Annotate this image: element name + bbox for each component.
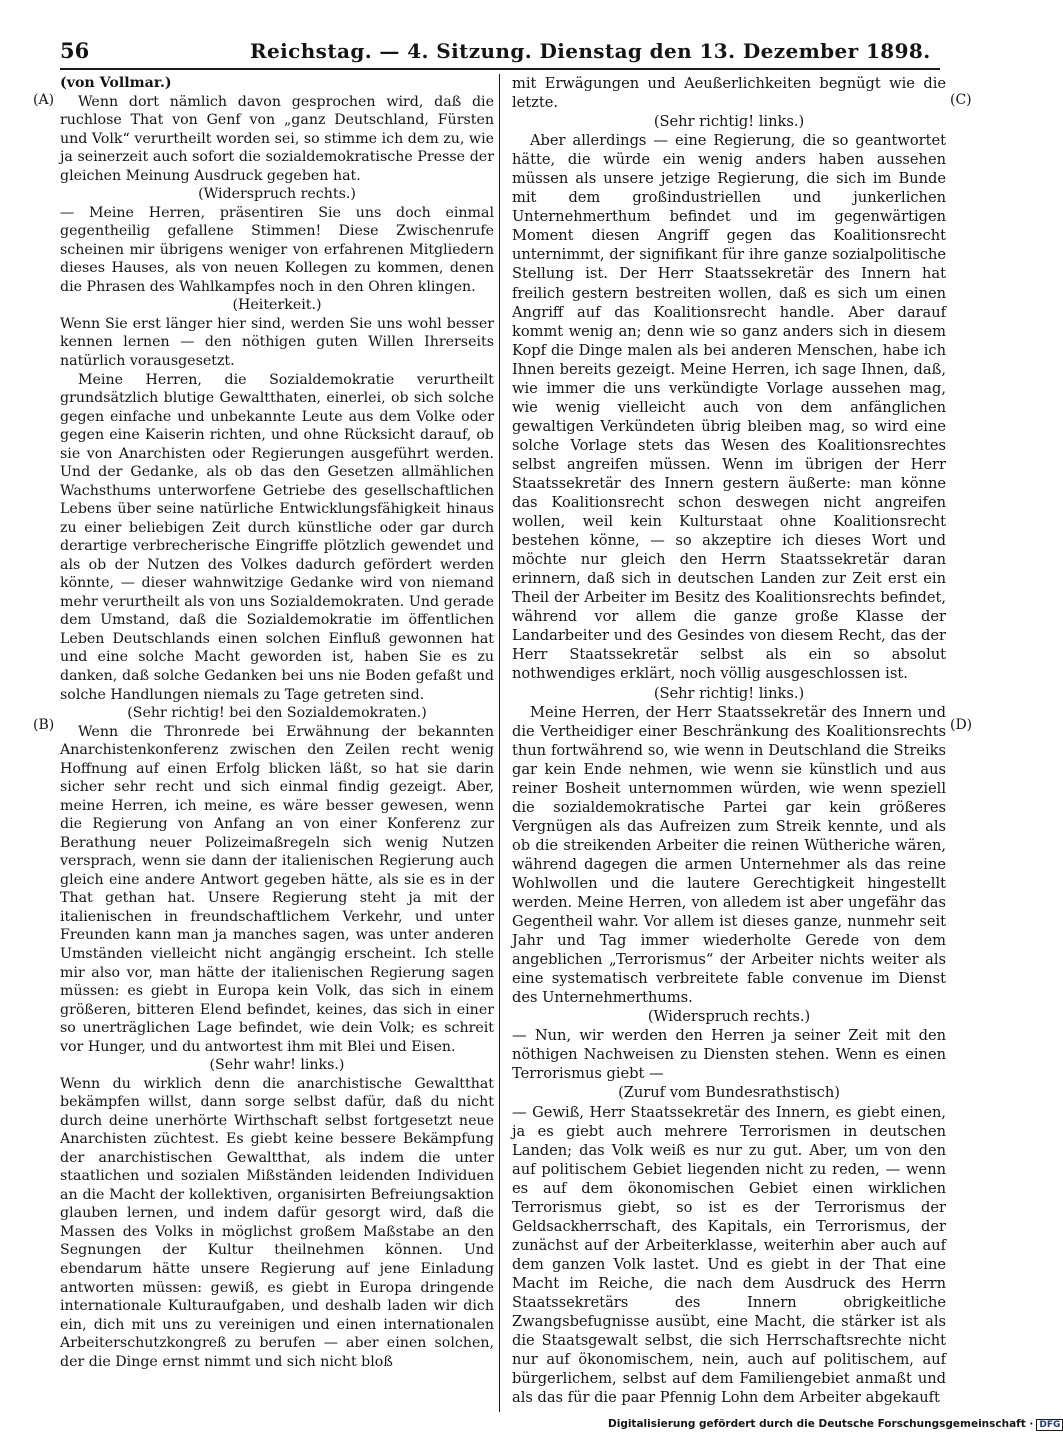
digitization-credit bbox=[608, 1418, 1061, 1432]
interjection: (Sehr richtig! links.) bbox=[653, 684, 805, 702]
interjection: (Sehr richtig! bei den Sozialdemokraten.) bbox=[127, 705, 427, 722]
header-rule bbox=[60, 68, 940, 70]
interjection: (Widerspruch rechts.) bbox=[647, 1008, 811, 1026]
margin-mark-d: (D) bbox=[950, 717, 973, 733]
page-header bbox=[60, 38, 940, 68]
left-column bbox=[60, 74, 494, 1371]
speaker-label: (von Vollmar.) bbox=[60, 75, 172, 91]
dfg-logo: DFG bbox=[1036, 1419, 1063, 1431]
interjection: (Zuruf vom Bundesrathstisch) bbox=[618, 1084, 840, 1102]
paragraph: Wenn Sie erst länger hier sind, werden Sie uns wohl besser kennen lernen — den nöthigen guten Willen Ihrerseits natürlich vorausgesetzt. bbox=[60, 315, 494, 369]
right-column bbox=[512, 74, 946, 1407]
credit-text: Digitalisierung gefördert durch die Deutsche Forschungsgemeinschaft · bbox=[608, 1418, 1034, 1430]
paragraph: — Meine Herren, präsentiren Sie uns doch einmal gegentheilig gefallene Stimmen! Diese Zwischenrufe scheinen mir übrigens weniger von erfahrenen Mitgliedern dieses Hauses, als von neuen Kollegen zu kommen, denen die Phrasen des Wahlkampfes noch in den Ohren klingen. bbox=[60, 204, 494, 295]
column-separator bbox=[499, 74, 500, 1412]
paragraph: mit Erwägungen und Aeußerlichkeiten begnügt wie die letzte. bbox=[512, 75, 946, 112]
running-title: Reichstag. — 4. Sitzung. Dienstag den 13. Dezember 1898. bbox=[250, 39, 931, 63]
paragraph: Meine Herren, die Sozialdemokratie verurtheilt grundsätzlich blutige Gewaltthaten, einerlei, ob sich solche gegen einfache und unbekannte Leute aus dem Volke oder gegen eine Kaiserin richten, und ohne Rücksicht darauf, ob sie von Anarchisten oder Regierungen ausgeführt werden. Und der Gedanke, als ob das den Gesetzen allmählichen Wachsthums unterworfene Getriebe des gesellschaftlichen Lebens über seine natürliche Entwicklungsfähigkeit hinaus zu einer beliebigen Zeit durch künstliche oder gar durch derartige verbrecherische Eingriffe plötzlich gewendet und als ob der Nutzen des Volkes dadurch gefördert werden könnte, — dieser wahnwitzige Gedanke wird von niemand mehr verurtheilt als von uns Sozialdemokraten. Und gerade dem Umstand, daß die Sozialdemokratie im öffentlichen Leben Deutschlands einen solchen Einfluß gewonnen hat und eine solche Macht geworden ist, haben Sie es zu danken, daß solche Gedanken bei uns nie Boden gefaßt und solche Handlungen niemals zu Tage getreten sind. bbox=[60, 371, 494, 703]
margin-mark-c: (C) bbox=[950, 92, 972, 108]
paragraph: — Nun, wir werden den Herren ja seiner Zeit mit den nöthigen Nachweisen zu Diensten stehen. Wenn es einen Terrorismus giebt — bbox=[512, 1027, 946, 1083]
paragraph: Meine Herren, der Herr Staatssekretär des Innern und die Vertheidiger einer Beschränkung des Koalitionsrechts thun fortwährend so, wie wenn in Deutschland die Streiks gar kein Ende nehmen, wie wenn sie künstlich und aus reiner Bosheit unternommen würden, wie wenn speziell die sozialdemokratische Partei gar kein größeres Vergnügen als das Aufreizen zum Streik kennte, und als ob die streikenden Arbeiter die reinen Wütheriche wären, während dagegen die armen Unternehmer als das reine Wohlwollen und die lautere Gerechtigkeit hingestellt werden. Meine Herren, von alledem ist aber ungefähr das Gegentheil wahr. Vor allem ist dieses ganze, nunmehr seit Jahr und Tag immer wiederholte Gerede von dem angeblichen „Terrorismus“ der Arbeiter nichts weiter als eine systematisch verbreitete fable convenue im Dienst des Unternehmerthums. bbox=[512, 703, 946, 1007]
interjection: (Heiterkeit.) bbox=[232, 297, 322, 314]
paragraph: — Gewiß, Herr Staatssekretär des Innern, es giebt einen, ja es giebt auch mehrere Terrorismen in deutschen Landen; das Volk weiß es nur zu gut. Aber, um von den auf politischem Gebiet liegenden nicht zu reden, — wenn es auf dem ökonomischen Gebiet einen wirklichen Terrorismus giebt, so ist es der Terrorismus der Geldsackherrschaft, des Kapitals, ein Terrorismus, der zunächst auf der Arbeiterklasse, weiterhin aber auch auf dem ganzen Volk lastet. Und es giebt in der That eine Macht im Reiche, die nach dem Ausdruck des Herrn Staatssekretärs des Innern obrigkeitliche Zwangsbefugnisse ausübt, eine Macht, die stärker ist als die Staatsgewalt selbst, die sich Herrschaftsrechte nicht nur auf ökonomischem, nein, auch auf politischem, auf bürgerlichem, selbst auf dem Familiengebiet anmaßt und als das für die paar Pfennig Lohn dem Arbeiter abgekauft bbox=[512, 1103, 946, 1407]
paragraph: Wenn du wirklich denn die anarchistische Gewaltthat bekämpfen willst, dann sorge selbst dafür, daß du nicht durch deine unerhörte Wirthschaft selbst fortgesetzt neue Anarchisten züchtest. Es giebt keine bessere Bekämpfung der anarchistischen Gewaltthat, als indem die unter staatlichen und sozialen Mißständen leidenden Individuen an die Macht der kollektiven, organisirten Befreiungsaktion glauben lernen, und indem dafür gesorgt wird, daß die Massen des Volks in möglichst großem Maßstabe an den Segnungen der Kultur theilnehmen können. Und ebendarum hätte unsere Regierung auf jene Einladung antworten müssen: gewiß, es giebt in Europa dringende internationale Kulturaufgaben, und deshalb laden wir dich ein, dich mit uns zu vereinigen und einen internationalen Arbeiterschutzkongreß zu berufen — aber einen solchen, der die Dinge ernst nimmt und sich nicht bloß bbox=[60, 1075, 494, 1370]
interjection: (Sehr wahr! links.) bbox=[209, 1057, 345, 1074]
margin-mark-a: (A) bbox=[33, 92, 55, 108]
margin-mark-b: (B) bbox=[33, 717, 55, 733]
paragraph: Wenn die Thronrede bei Erwähnung der bekannten Anarchistenkonferenz zwischen den Zeilen recht wenig Hoffnung auf einen Erfolg blicken läßt, so hat sie darin sicher sehr recht und sich einmal findig gezeigt. Aber, meine Herren, ich meine, es wäre besser gewesen, wenn die Regierung von Anfang an von einer Konferenz zur Berathung neuer Polizeimaßregeln sich wenig Nutzen versprach, wenn sie dann der italienischen Regierung auch gleich eine andere Antwort gegeben hätte, als sie es in der That gethan hat. Unsere Regierung steht ja mit der italienischen in freundschaftlichem Verkehr, und unter Freunden kann man ja manches sagen, was unter anderen Umständen vielleicht nicht angängig erscheint. Ich stelle mir also vor, man hätte der italienischen Regierung sagen müssen: es giebt in Europa kein Volk, das sich in einem größeren, bitteren Elend befindet, keines, das sich in einer so unerträglichen Lage befindet, wie dein Volk; es schreit vor Hunger, und du antwortest ihm mit Blei und Eisen. bbox=[60, 723, 494, 1055]
interjection: (Sehr richtig! links.) bbox=[653, 113, 805, 131]
interjection: (Widerspruch rechts.) bbox=[198, 186, 356, 203]
paragraph: Wenn dort nämlich davon gesprochen wird, daß die ruchlose That von Genf von „ganz Deutschland, Fürsten und Volk“ verurtheilt worden sei, so stimme ich dem zu, wie ja seinerzeit auch sofort die sozialdemokratische Presse der gleichen Meinung Ausdruck gegeben hat. bbox=[60, 93, 494, 184]
paragraph: Aber allerdings — eine Regierung, die so geantwortet hätte, die würde ein wenig anders haben aussehen müssen als unsere jetzige Regierung, die sich im Bunde mit dem großindustriellen und junkerlichen Unternehmerthum befindet und im gegenwärtigen Moment diesen Angriff gegen das Koalitionsrecht unternimmt, der signifikant für ihre ganze sozialpolitische Stellung ist. Der Herr Staatssekretär des Innern hat freilich gestern bestreiten wollen, daß es sich um einen Angriff auf das Koalitionsrecht handle. Aber darauf kommt wenig an; denn wie so ganz anders sich in diesem Kopf die Dinge malen als bei anderen Menschen, habe ich Ihnen bereits gezeigt. Meine Herren, ich sage Ihnen, daß, wie immer die uns verkündigte Vorlage aussehen mag, wie wenig vielleicht auch von dem anfänglichen gewaltigen Verkündeten übrig bleiben mag, so wird eine solche Vorlage stets das Wesen des Koalitionsrechtes selbst angreifen müssen. Wenn im übrigen der Herr Staatssekretär des Innern gestern äußerte: man könne das Koalitionsrecht schon deswegen nicht angreifen wollen, weil kein Kulturstaat ohne Koalitionsrecht bestehen könne, — so akzeptire ich dieses Wort und möchte nur gleich den Herrn Staatssekretär daran erinnern, daß sich in deutschen Landen zur Zeit erst ein Theil der Arbeiter im Besitz des Koalitionsrechts befindet, während vor allem die ganze große Klasse der Landarbeiter und des Gesindes von diesem Recht, das der Herr Staatssekretär selbst als ein so absolut nothwendiges erklärt, noch völlig ausgeschlossen ist. bbox=[512, 132, 946, 683]
page-number: 56 bbox=[60, 38, 90, 63]
